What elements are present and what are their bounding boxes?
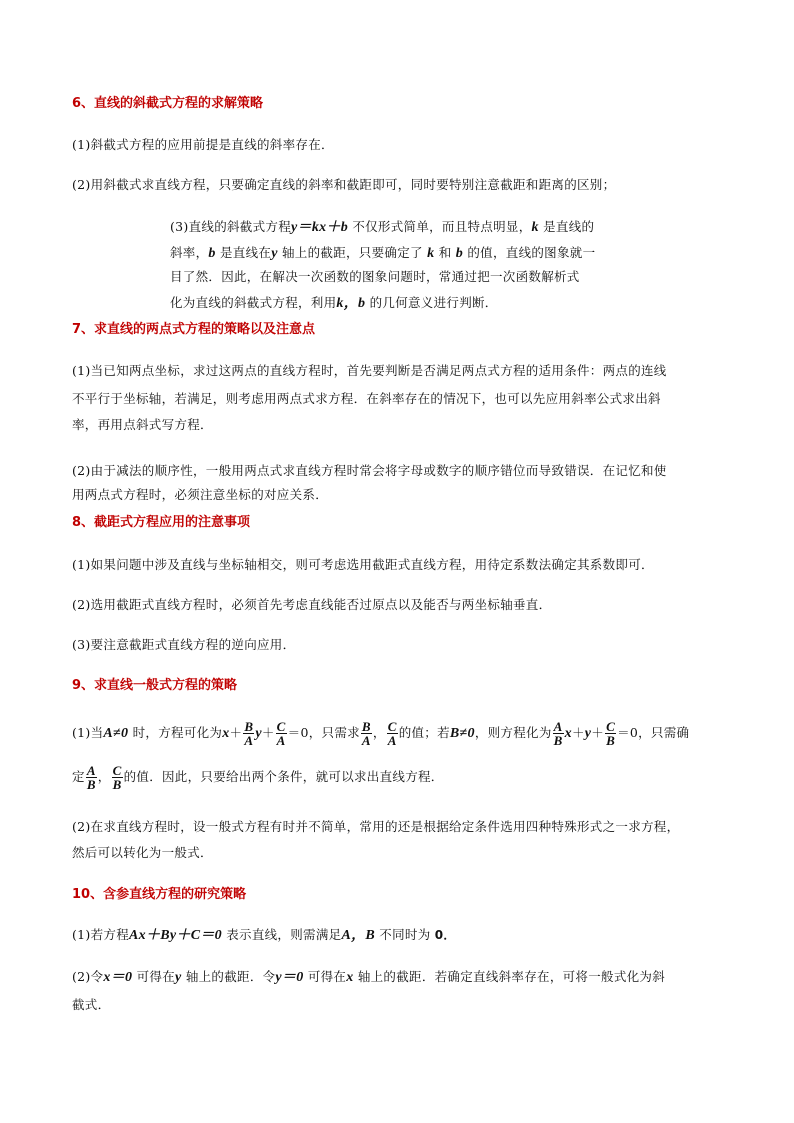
- s7-para-1-line-3: 率，再用点斜式写方程．: [72, 417, 213, 432]
- frac-c-over-a: $\frac{C}{A}$: [276, 719, 286, 748]
- s6-para-3-line-3: 目了然．因此，在解决一次函数的图象问题时，常通过把一次函数解析式: [170, 269, 580, 284]
- s6-para-3-line-1: (3)直线的斜截式方程y＝kx＋b 不仅形式简单，而且特点明显，k 是直线的: [170, 219, 595, 235]
- s8-para-2: (2)选用截距式直线方程时，必须首先考虑直线能否过原点以及能否与两坐标轴垂直．: [72, 597, 552, 612]
- s7-para-2-line-1: (2)由于减法的顺序性，一般用两点式求直线方程时常会将字母或数字的顺序错位而导致错误．在记忆和使: [72, 463, 667, 478]
- s7-para-1-line-1: (1)当已知两点坐标，求过这两点的直线方程时，首先要判断是否满足两点式方程的适用条件：两点的连线: [72, 363, 667, 378]
- section-10-heading: 10、含参直线方程的研究策略: [72, 887, 247, 902]
- section-9-heading: 9、求直线一般式方程的策略: [72, 678, 238, 693]
- section-6-heading: 6、直线的斜截式方程的求解策略: [72, 96, 264, 111]
- s6-para-3-line-4: 化为直线的斜截式方程，利用k，b 的几何意义进行判断．: [170, 295, 498, 311]
- frac-c-over-b: $\frac{C}{B}$: [606, 719, 616, 748]
- s7-para-2-line-2: 用两点式方程时，必须注意坐标的对应关系．: [72, 487, 329, 502]
- s9-para-2-line-1: (2)在求直线方程时，设一般式方程有时并不简单，常用的还是根据给定条件选用四种特殊形式之一求方程，: [72, 819, 680, 834]
- s9-para-1-line-2: 定 $\frac{A}{B}$ ， $\frac{C}{B}$ 的值．因此，只要给出两个条件，就可以求出直线方程．: [72, 763, 444, 792]
- s9-para-2-line-2: 然后可以转化为一般式．: [72, 845, 213, 860]
- s10-para-2-line-1: (2)令x＝0 可得在y 轴上的截距．令y＝0 可得在x 轴上的截距．若确定直线斜率存在，可将一般式化为斜: [72, 969, 666, 985]
- section-8-heading: 8、截距式方程应用的注意事项: [72, 515, 251, 530]
- s8-para-3: (3)要注意截距式直线方程的逆向应用．: [72, 637, 296, 652]
- s9-para-1-line-1: (1)当A≠0 时，方程可化为x＋ $\frac{B}{A}$ y＋ $\frac{C}{A}$ ＝0，只需求 $\frac{B}{A}$ ， $\frac{C}{A}$ 的值；若B≠0，则方程化为 $\frac{A}{B}$ x＋y＋ $\frac{C}{B}$ ＝0，只需确: [72, 719, 690, 748]
- s7-para-1-line-2: 不平行于坐标轴，若满足，则考虑用两点式求方程．在斜率存在的情况下，也可以先应用斜率公式求出斜: [72, 391, 661, 406]
- s6-para-1: (1)斜截式方程的应用前提是直线的斜率存在．: [72, 137, 334, 152]
- frac-b-over-a: $\frac{B}{A}$: [244, 719, 254, 748]
- s10-para-2-line-2: 截式．: [72, 997, 111, 1012]
- s10-para-1: (1)若方程Ax＋By＋C＝0 表示直线，则需满足A，B 不同时为 0．: [72, 927, 456, 943]
- s6-para-3-line-2: 斜率，b 是直线在y 轴上的截距，只要确定了 k 和 b 的值，直线的图象就一: [170, 245, 596, 261]
- s8-para-1: (1)如果问题中涉及直线与坐标轴相交，则可考虑选用截距式直线方程，用待定系数法确定其系数即可．: [72, 557, 654, 572]
- section-7-heading: 7、求直线的两点式方程的策略以及注意点: [72, 322, 316, 337]
- frac-a-over-b: $\frac{A}{B}$: [553, 719, 563, 748]
- s6-para-2: (2)用斜截式求直线方程，只要确定直线的斜率和截距即可，同时要特别注意截距和距离的区别；: [72, 177, 616, 192]
